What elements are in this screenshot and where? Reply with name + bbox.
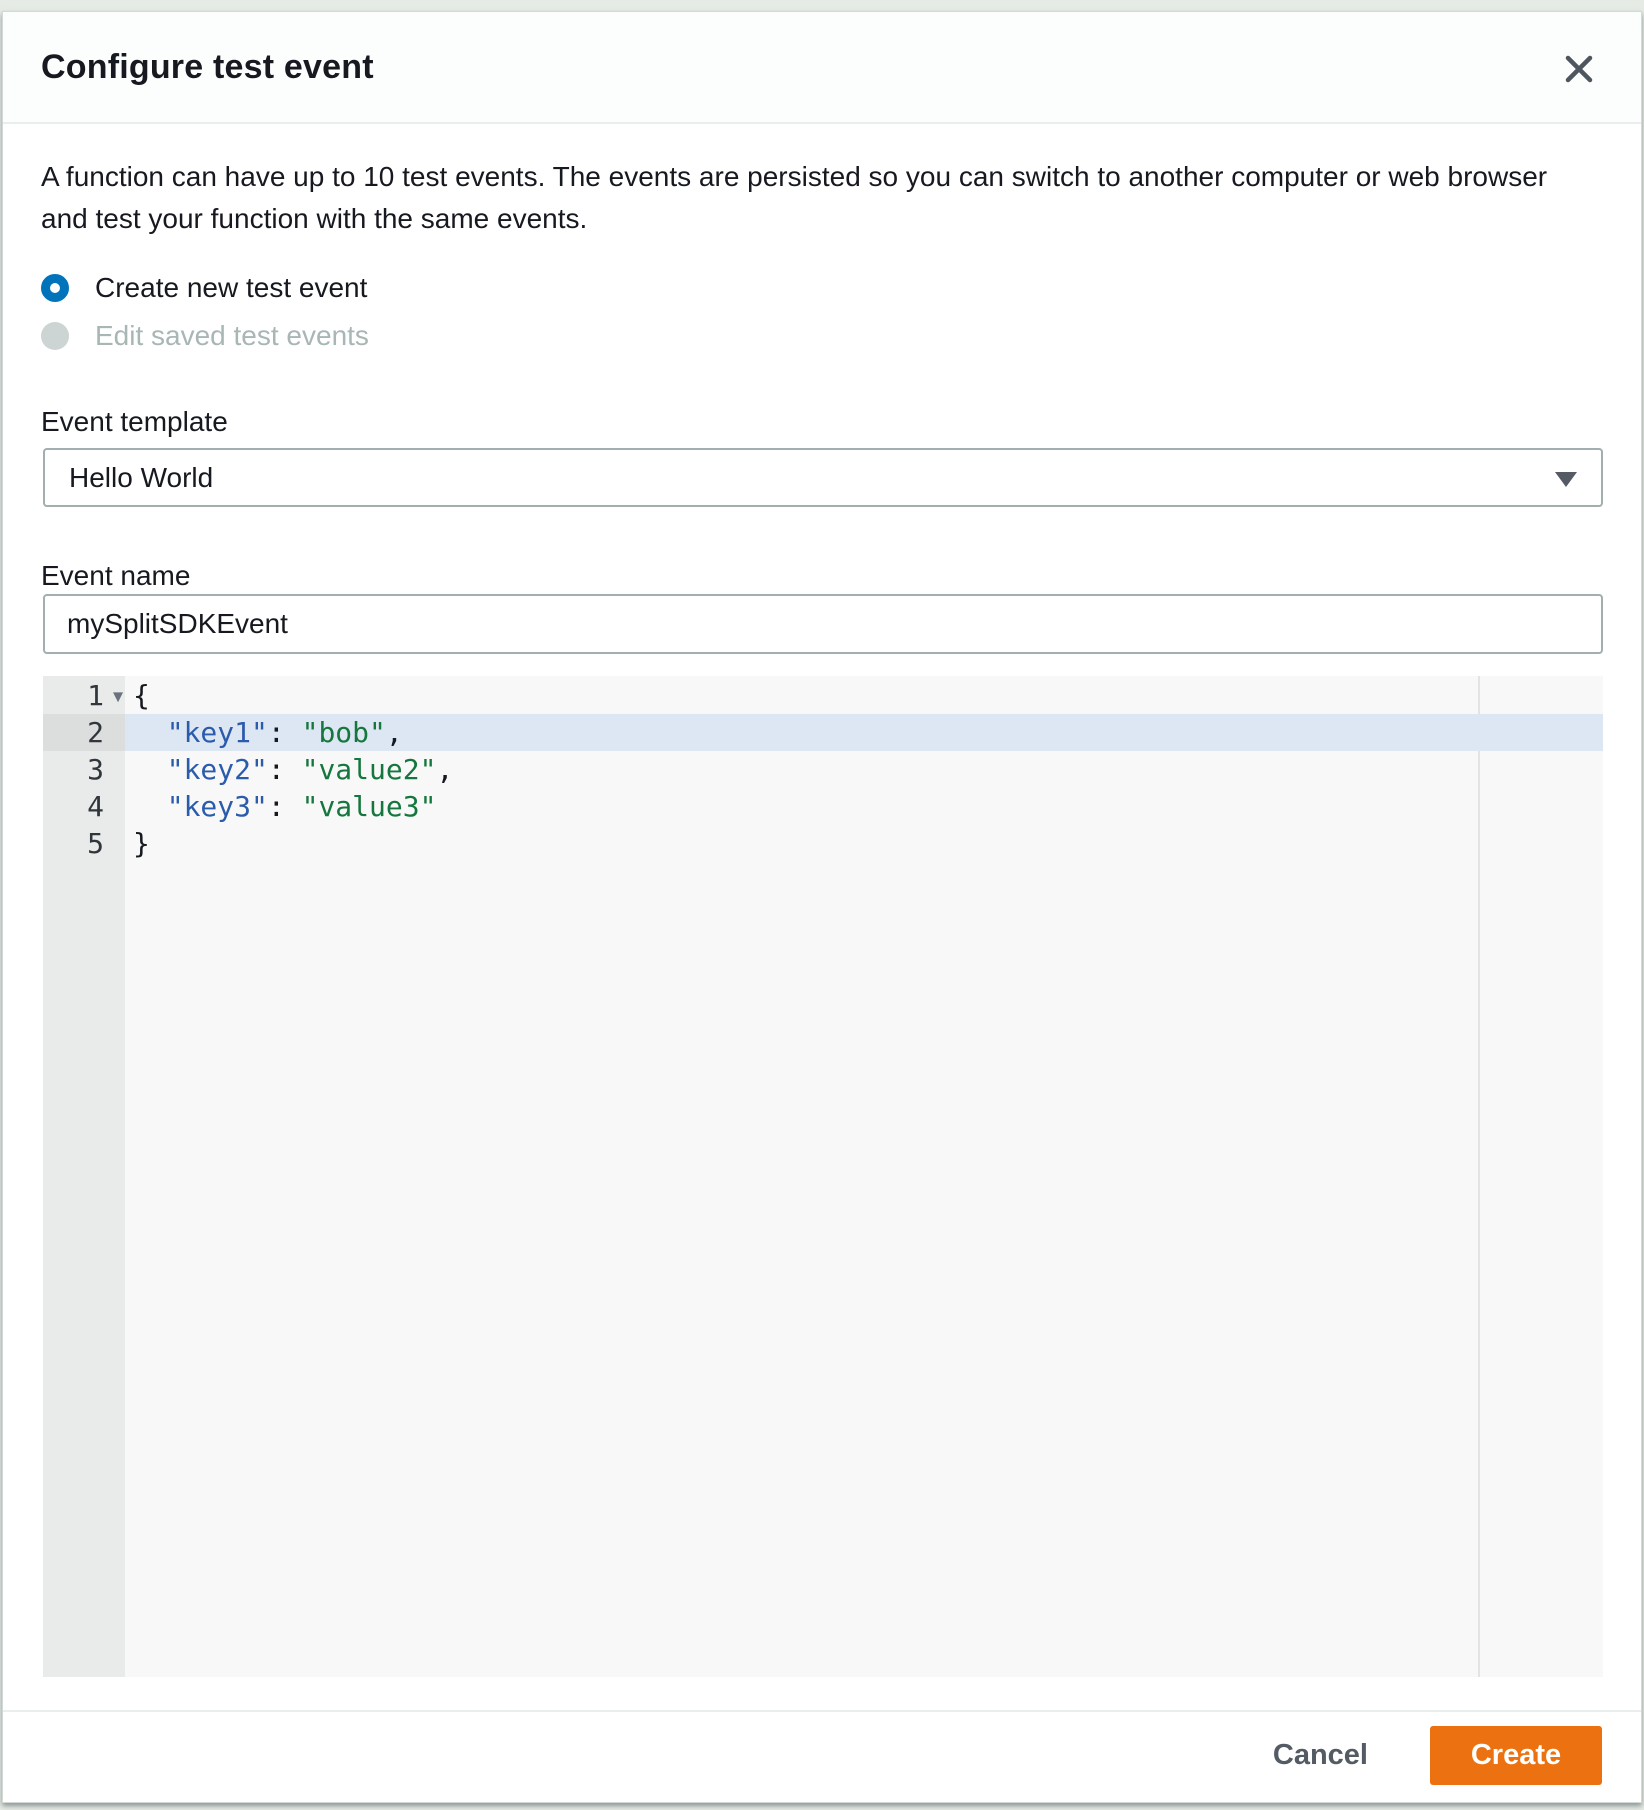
code-text[interactable]: "key1" : "bob" ,	[125, 714, 1603, 751]
code-text[interactable]: }	[133, 827, 150, 860]
close-button[interactable]	[1557, 48, 1601, 92]
radio-selected-icon[interactable]	[41, 274, 69, 302]
code-text[interactable]: "key2" : "value2" ,	[166, 753, 454, 786]
code-text[interactable]: {	[133, 679, 150, 712]
configure-test-event-dialog	[2, 11, 1642, 1803]
description-line-1: A function can have up to 10 test events. The events are persisted so you can switch to another computer or web browser	[41, 161, 1548, 192]
radio-edit-saved-test-events	[41, 321, 369, 351]
event-template-selected-value: Hello World	[69, 461, 214, 493]
event-template-label: Event template	[41, 406, 228, 437]
event-name-label: Event name	[41, 560, 191, 591]
editor-line-5[interactable]	[43, 825, 1603, 862]
json-code-editor[interactable]	[43, 676, 1603, 1677]
editor-lines[interactable]	[43, 677, 1603, 862]
event-name-input[interactable]	[43, 594, 1603, 654]
line-number[interactable]: 2	[43, 714, 125, 751]
dialog-footer	[1273, 1724, 1602, 1786]
code-text[interactable]: "key3" : "value3"	[166, 790, 437, 823]
radio-create-new-test-event[interactable]	[41, 273, 367, 303]
editor-line-3[interactable]	[43, 751, 1603, 788]
dialog-title: Configure test event	[41, 48, 374, 86]
event-template-select[interactable]	[43, 448, 1603, 507]
cancel-button[interactable]: Cancel	[1272, 1738, 1368, 1771]
dialog-description	[41, 156, 1586, 240]
line-number[interactable]: 3	[87, 753, 104, 786]
editor-line-2[interactable]	[43, 714, 1603, 751]
line-number[interactable]: 5	[87, 827, 104, 860]
description-line-2: and test your function with the same events.	[41, 203, 588, 234]
editor-line-4[interactable]	[43, 788, 1603, 825]
radio-disabled-icon	[41, 322, 69, 350]
fold-toggle-icon[interactable]: ▾	[112, 683, 123, 708]
create-button[interactable]: Create	[1430, 1726, 1602, 1785]
dialog-header	[3, 12, 1641, 124]
radio-create-label: Create new test event	[95, 272, 368, 303]
chevron-down-icon	[1555, 472, 1577, 487]
editor-line-1[interactable]	[43, 677, 1603, 714]
line-number[interactable]: 1 ▾	[87, 679, 123, 712]
radio-edit-label: Edit saved test events	[95, 320, 369, 351]
line-number[interactable]: 4	[87, 790, 104, 823]
close-icon	[1564, 54, 1594, 87]
footer-divider	[3, 1710, 1641, 1712]
